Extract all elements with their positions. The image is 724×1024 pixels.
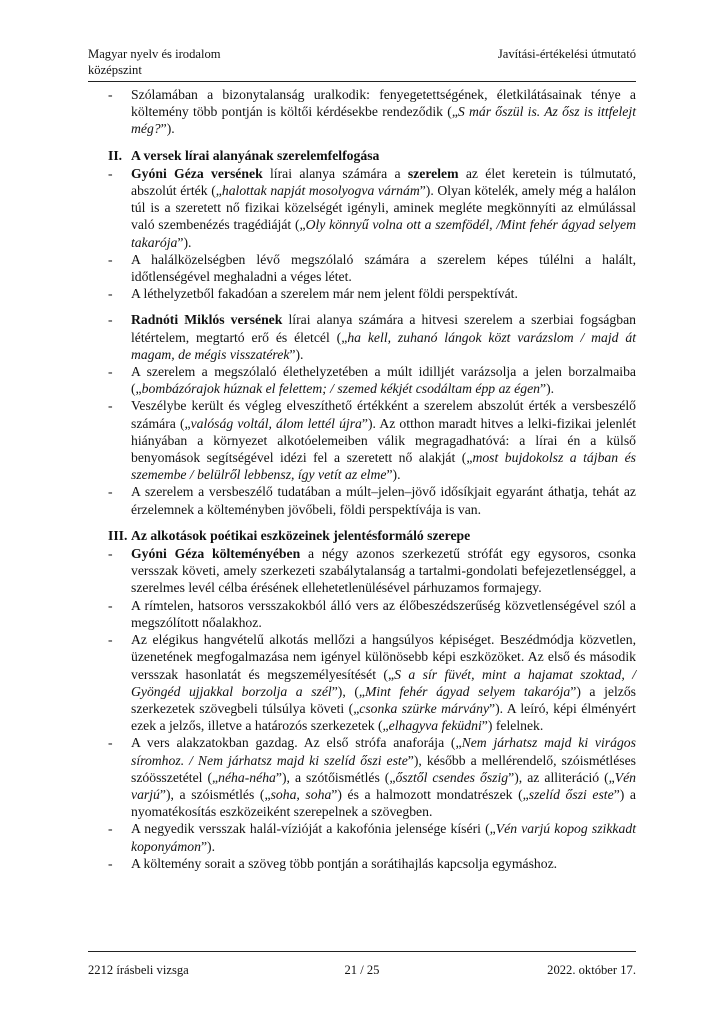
list-item <box>88 734 636 820</box>
quote-text: Vén varjú kopog szikkadt koponyámon <box>131 821 636 854</box>
section-heading <box>88 147 636 164</box>
bullet-dash: - <box>108 821 113 837</box>
quote-text: Oly könnyű volna ott a szemfödél, /Mint fehér ágyad selyem takarója <box>131 217 636 250</box>
text-run: ”). <box>177 234 192 250</box>
paragraph-gap <box>88 302 636 311</box>
text-run: A vers alakzatokban gazdag. Az első strófa anaforája („ <box>131 735 462 751</box>
bullet-dash: - <box>108 632 113 648</box>
list-item <box>88 631 636 734</box>
bullet-dash: - <box>108 286 113 302</box>
section-number: III. <box>108 527 128 543</box>
text-run: ”), a szótőismétlés („ <box>275 769 396 785</box>
text-run: ”), a szóismétlés („ <box>159 786 271 802</box>
text-run: ”) a nyomatékosítás eszközeiként szerepelnek a szövegben. <box>131 786 637 820</box>
bullet-dash: - <box>108 251 113 267</box>
list-item <box>88 165 636 251</box>
header-rule <box>88 81 636 82</box>
footer-page-number: 21 / 25 <box>344 963 380 977</box>
quote-text: Mint fehér ágyad selyem takarója <box>364 683 571 699</box>
bold-text: Gyóni Géza versének <box>131 165 263 181</box>
header-left <box>88 46 221 78</box>
text-run: A negyedik versszak halál-vízióját a kakofónia jelensége kíséri („ <box>131 821 496 837</box>
text-run: ”). <box>160 121 175 137</box>
quote-text: csonka szürke márvány <box>359 700 490 716</box>
text-run: A szerelem a versbeszélő tudatában a múlt–jelen–jövő idősíkjait egyaránt áthatja, tehát az érzelemnek a költeményben jövőbeli, földi perspektívája is van. <box>131 484 636 517</box>
list-item <box>88 545 636 597</box>
section-number: II. <box>108 147 123 163</box>
quote-text: ősztől csendes őszig <box>395 769 509 785</box>
header-subject: Magyar nyelv és irodalom <box>88 47 221 61</box>
quote-text: halottak napját mosolyogva várnám <box>221 183 420 199</box>
text-run: ”). Olyan kötelék, amely még a halálon túl is a szeretett nő fizikai közelségét igényli, aminek megléte megkönnyíti az elmúlással való szembenézés tragédiáját („ <box>131 183 637 233</box>
bold-text: Gyóni Géza költeményében <box>131 546 301 562</box>
text-run: ”), az alliteráció („ <box>508 769 615 785</box>
list-item <box>88 285 636 302</box>
text-run: a négy azonos szerkezetű strófát egy egysoros, csonka versszak követi, amely szerkezeti szabálytalanság a tartalmi-gondolati befejezetlenséggel, a szerelmes levél célba érésének ellehetetlenülésével párhuzamos formajegy. <box>131 546 636 596</box>
header-level: középszint <box>88 63 142 77</box>
bullet-dash: - <box>108 735 113 751</box>
bullet-dash: - <box>108 87 113 102</box>
text-run: A rímtelen, hatsoros versszakokból álló vers az élőbeszédszerűség közvetlenségével szól a megszólított nőalakhoz. <box>131 597 636 630</box>
quote-text: S már őszül is. Az ősz is ittfelejt még? <box>131 104 636 137</box>
list-item <box>88 483 636 517</box>
footer-date: 2022. október 17. <box>547 963 636 977</box>
text-run: Az elégikus hangvételű alkotás mellőzi a hangsúlyos képiséget. Beszédmódja közvetlen, üzenetének megfogalmazása nem igényel különösebb képi eszközöket. Az első és második versszak hasonlatát és megszemélyesítését („ <box>131 632 636 682</box>
quote-text: szelíd őszi este <box>528 786 614 802</box>
bullet-dash: - <box>108 597 113 613</box>
quote-text: valóság voltál, álom lettél újra <box>190 415 362 431</box>
text-run: ”) a jelzős szerkezetek szövegbeli túlsúlya követi („ <box>131 683 636 716</box>
quote-text: elhagyva feküdni <box>388 718 482 734</box>
text-run: ”). <box>289 346 304 362</box>
bullet-dash: - <box>108 364 113 380</box>
section-heading <box>88 527 636 544</box>
text-run: ”) felelnek. <box>481 718 544 734</box>
list-item <box>88 820 636 854</box>
text-run: A léthelyzetből fakadóan a szerelem már nem jelent földi perspektívát. <box>131 286 518 302</box>
bold-text: szerelem <box>407 165 459 181</box>
text-run: lírai alanya számára a hitvesi szerelem a szerbiai fogságban létértelem, megtartó erő és életcél („ <box>131 312 636 345</box>
text-run: lírai alanya számára a <box>262 165 408 181</box>
bullet-dash: - <box>108 398 113 414</box>
text-run: ”), („ <box>331 683 365 699</box>
bullet-dash: - <box>108 484 113 500</box>
document-body <box>88 86 636 872</box>
quote-text: ha kell, zuhanó lángok közt varázslom / majd át magam, de mégis visszatérek <box>131 329 636 362</box>
quote-text: Nem járhatsz majd ki virágos síromhoz. / Nem járhatsz majd ki szelíd őszi este <box>131 735 636 768</box>
quote-text: soha, soha <box>270 786 332 802</box>
quote-text: S a sír füvét, mint a hajamat szoktad, / Gyöngéd ujjakkal borzolja a szél <box>131 666 637 699</box>
list-item <box>88 597 636 631</box>
text-run: Veszélybe került és végleg elveszíthető értékként a szerelem abszolút érték a versbeszélő számára („ <box>131 398 636 431</box>
text-run: ”). A leíró, képi élményért ezek a jelzős, illetve a határozós szerkezetek („ <box>131 700 636 734</box>
bullet-dash: - <box>108 855 113 871</box>
footer-exam-code: 2212 írásbeli vizsga <box>88 963 189 977</box>
text-run: A költemény sorait a szöveg több pontján a sorátihajlás kapcsolja egymáshoz. <box>131 855 558 871</box>
bullet-dash: - <box>108 165 113 181</box>
text-run: A halálközelségben lévő megszólaló számára a szerelem képes túlélni a halált, időtlenségével meghaladni a véges létet. <box>131 251 636 285</box>
text-run: ”), később a mellérendelő, szóismétléses szóösszetétel („ <box>131 752 637 785</box>
quote-text: néha-néha <box>218 769 276 785</box>
section-title: Az alkotások poétikai eszközeinek jelentésformáló szerepe <box>131 527 471 543</box>
bullet-dash: - <box>108 546 113 562</box>
list-item <box>88 363 636 397</box>
section-title: A versek lírai alanyának szerelemfelfogása <box>131 147 380 163</box>
bold-text: Radnóti Miklós versének <box>131 312 283 328</box>
text-run: Szólamában a bizonytalanság uralkodik: fenyegetettségének, életkilátásainak ténye a költemény több pontján is költői kérdésekbe rendeződik („ <box>131 87 636 120</box>
quote-text: most bujdokolsz a tájban és szemembe / belülről lebbensz, így vetít az elme <box>131 450 636 483</box>
list-item <box>88 251 636 285</box>
quote-text: Vén varjú <box>131 769 637 802</box>
text-run: az élet keretein is túlmutató, abszolút érték („ <box>131 165 636 199</box>
text-run: ”) és a halmozott mondatrészek („ <box>331 786 529 802</box>
text-run: A szerelem a megszólaló élethelyzetében a múlt idilljét varázsolja a jelen borzalmaiba („ <box>131 364 636 397</box>
text-run: ”). <box>540 381 555 397</box>
list-item <box>88 86 636 138</box>
list-item <box>88 397 636 483</box>
footer-rule <box>88 951 636 952</box>
quote-text: bombázórajok húznak el felettem; / szemed kékjét csodáltam épp az égen <box>141 381 540 397</box>
list-item <box>88 311 636 363</box>
text-run: ”). <box>386 467 401 483</box>
text-run: ”). <box>200 838 216 854</box>
list-item <box>88 855 636 872</box>
bullet-dash: - <box>108 312 113 328</box>
text-run: ”). Az otthon maradt hitves a lelki-fizikai jelenlét hiányában a környezet alkotóelemeiben válik megragadhatóvá: a lírai én a külső benyomások segítségével idézi fel a szeretett nő alakját („ <box>131 415 636 466</box>
header-doc-title: Javítási-értékelési útmutató <box>497 47 636 61</box>
